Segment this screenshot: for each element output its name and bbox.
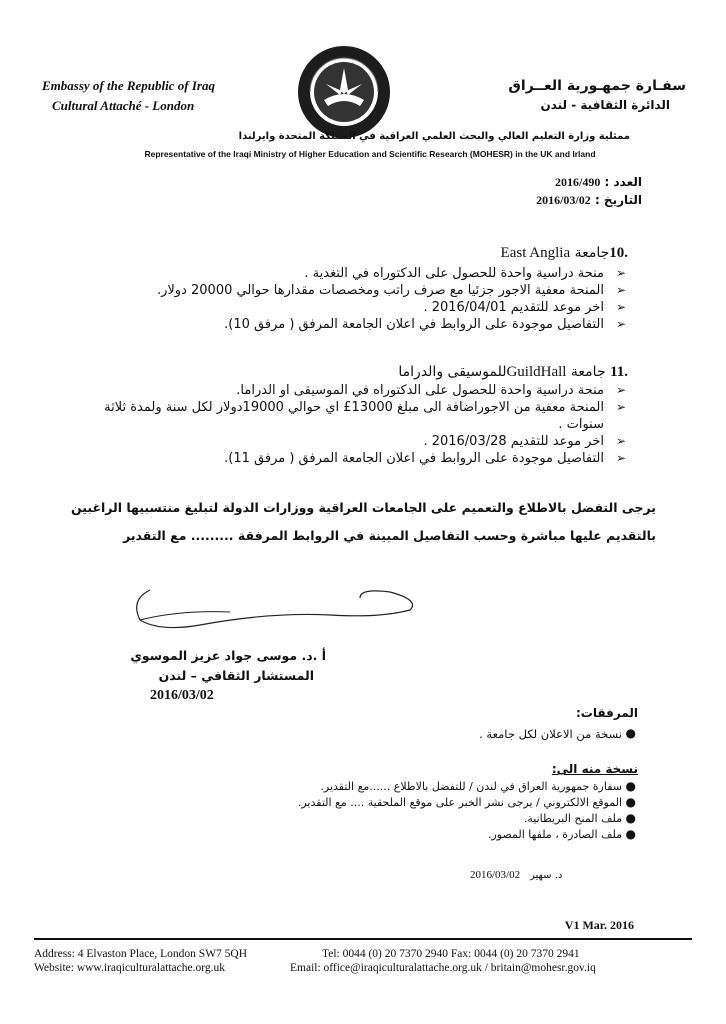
section-11-university: GuildHall: [506, 364, 567, 380]
ref-date-value: 2016/03/02: [536, 193, 591, 207]
ref-number: [555, 175, 642, 190]
list-item: ● ملف الصادرة ، ملفها المصور.: [487, 827, 636, 841]
cultural-attache-en: Cultural Attaché - London: [52, 98, 195, 113]
footer-website: Website: www.iraqiculturalattache.org.uk: [34, 962, 225, 974]
representative-en: Representative of the Iraqi Ministry of Higher Education and Scientific Research (MOHESR) in the UK and Irland: [144, 149, 596, 159]
list-item: ➢ منحة دراسية واحدة للحصول على الدكتوراه في التغدية .: [304, 266, 626, 281]
footer-tel: Tel: 0044 (0) 20 7370 2940 Fax: 0044 (0) 20 7370 2941: [322, 948, 580, 960]
cultural-attache-ar: الدائرة الثقافية - لندن: [540, 98, 670, 112]
copies-heading: نسخة منه الى:: [551, 762, 638, 776]
list-item: ➢ التفاصيل موجودة على الروابط في اعلان الجامعة المرفق ( مرفق 10).: [224, 317, 626, 332]
section-10-number: .10: [609, 245, 628, 261]
initials-date: 2016/03/02: [470, 869, 521, 881]
ref-number-label: العدد :: [604, 175, 642, 189]
list-item: ➢ التفاصيل موجودة على الروابط في اعلان الجامعة المرفق ( مرفق 11).: [224, 451, 626, 466]
attachments-heading: المرفقات:: [576, 706, 638, 720]
section-11-title-ar2: للموسيقى والدراما: [398, 364, 507, 380]
footer-address: Address: 4 Elvaston Place, London SW7 5QH: [34, 948, 248, 960]
closing-line-2: بالتقديم عليها مباشرة وحسب التفاصيل المبينة في الروابط المرفقة ......... مع التقدير: [123, 528, 656, 543]
copies-list: [178, 779, 638, 843]
section-10-title-ar: جامعة: [574, 245, 610, 261]
list-item: ➢ المنحة معفية من الاجوراضافة الى مبلغ 13000£ اي حوالي 19000دولار لكل سنة ولمدة ثلاثة سنوات .: [104, 400, 626, 432]
list-item: ➢ اخر موعد للتقديم 2016/04/01 .: [423, 300, 626, 315]
signer-title: المستشار الثقافي – لندن: [158, 668, 314, 683]
embassy-name-ar: سفـارة جمهـورية العــراق: [508, 78, 686, 94]
representative-ar: ممثلية وزارة التعليم العالي والبحث العلمي العراقية في المملكة المتحدة وايرلندا: [238, 131, 630, 142]
footer-divider: [34, 938, 692, 940]
closing-paragraph: [16, 494, 656, 550]
section-11-title-ar: جامعة: [570, 364, 606, 380]
footer-email: Email: office@iraqiculturalattache.org.uk / britain@mohesr.gov.iq: [290, 962, 596, 974]
section-11-list: [66, 382, 626, 467]
signer-name: أ .د. موسى جواد عزيز الموسوي: [130, 648, 326, 663]
section-10-list: [66, 265, 626, 333]
list-item: ➢ اخر موعد للتقديم 2016/03/28 .: [423, 434, 626, 449]
list-item: ● سفارة جمهورية العراق في لندن / للتفضل بالاطلاع ......مع التقدير.: [320, 779, 636, 793]
list-item: ● نسخة من الاعلان لكل جامعة .: [479, 726, 636, 741]
section-10-university: East Anglia: [500, 245, 571, 261]
attachments-list: [238, 726, 638, 743]
initials-name: د. سهير: [530, 870, 563, 881]
section-10-title: [501, 245, 628, 262]
list-item: ➢ منحة دراسية واحدة للحصول على الدكتوراه في الموسيقى او الدراما.: [236, 383, 626, 398]
ref-number-value: 2016/490: [555, 175, 601, 189]
ministry-logo: [296, 44, 392, 140]
signer-date: 2016/03/02: [150, 688, 214, 703]
list-item: ● الموقع الالكتروني / يرجى نشر الخبر على موقع الملحقية .... مع التقدير.: [297, 795, 636, 809]
section-11-number: .11: [610, 364, 628, 380]
list-item: ➢ المنحة معفية الاجور جزئيا مع صرف راتب ومخصصات مقدارها حوالي 20000 دولار.: [156, 283, 626, 298]
signature: [120, 570, 440, 640]
ref-date: [536, 193, 642, 208]
list-item: ● ملف المنح البريطانية.: [523, 811, 636, 825]
closing-line-1: يرجى التفضل بالاطلاع والتعميم على الجامعات العراقية ووزارات الدولة لتبليغ منتسبيها الراغبين: [70, 500, 656, 515]
ref-date-label: التاريخ :: [594, 193, 642, 207]
embassy-name-en: Embassy of the Republic of Iraq: [42, 78, 215, 93]
section-11-title: [398, 364, 628, 381]
version-label: V1 Mar. 2016: [564, 918, 634, 932]
